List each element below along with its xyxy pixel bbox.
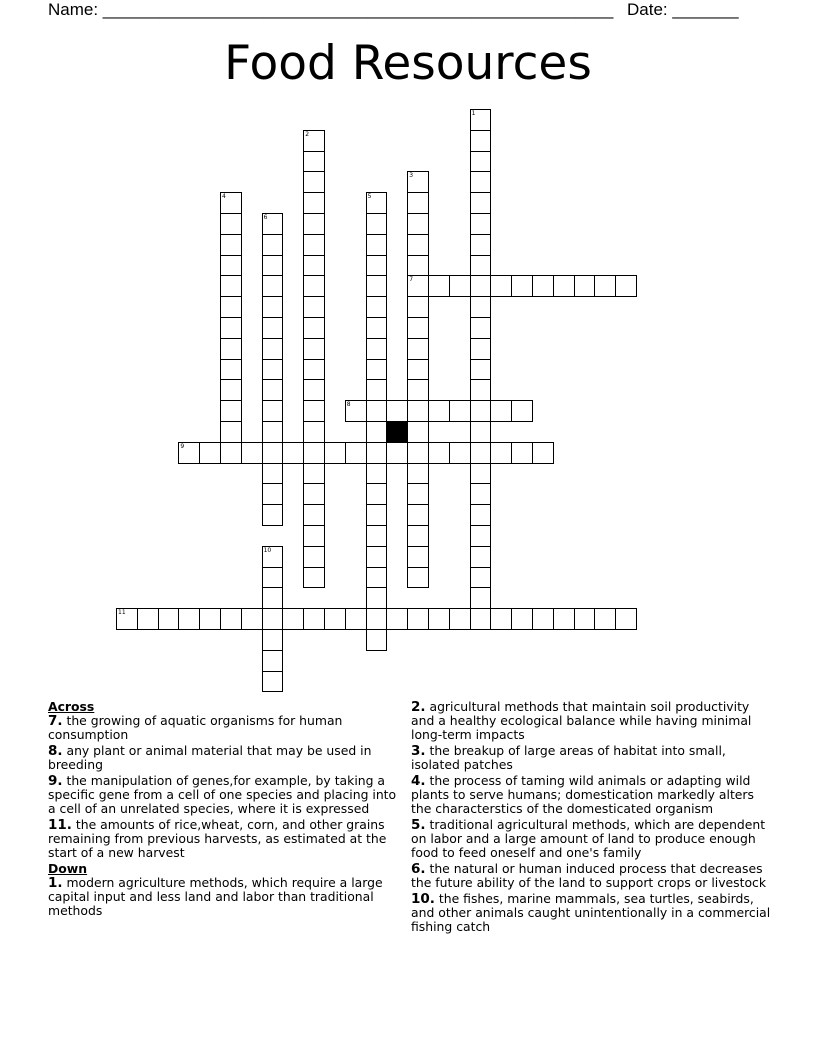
crossword-cell[interactable] <box>220 442 242 464</box>
clues-left-column <box>48 700 398 920</box>
crossword-cell[interactable] <box>262 671 284 693</box>
across-heading: Across <box>48 699 95 714</box>
clue-item <box>48 714 398 742</box>
crossword-cell[interactable] <box>262 400 284 422</box>
clue-item <box>48 818 398 860</box>
crossword-cell[interactable] <box>366 421 388 443</box>
crossword-cell[interactable] <box>386 442 408 464</box>
crossword-cell[interactable] <box>303 275 325 297</box>
name-field[interactable]: Name: ______________________________________________________ <box>48 0 614 19</box>
crossword-cell[interactable] <box>407 504 429 526</box>
crossword-cell[interactable] <box>470 192 492 214</box>
crossword-cell[interactable] <box>324 608 346 630</box>
crossword-cell[interactable] <box>470 587 492 609</box>
crossword-cell[interactable] <box>470 130 492 152</box>
crossword-cell[interactable] <box>345 608 367 630</box>
crossword-cell[interactable] <box>470 234 492 256</box>
crossword-cell[interactable] <box>366 504 388 526</box>
crossword-cell[interactable] <box>470 525 492 547</box>
crossword-cell[interactable] <box>532 275 554 297</box>
crossword-cell[interactable] <box>220 338 242 360</box>
crossword-cell[interactable] <box>449 608 471 630</box>
crossword-cell[interactable] <box>220 275 242 297</box>
crossword-cell[interactable] <box>470 109 492 131</box>
crossword-cell[interactable] <box>262 234 284 256</box>
clue-item <box>411 700 771 742</box>
crossword-cell[interactable] <box>470 504 492 526</box>
crossword-cell[interactable] <box>366 338 388 360</box>
crossword-cell[interactable] <box>553 608 575 630</box>
crossword-cell[interactable] <box>303 546 325 568</box>
crossword-cell[interactable] <box>511 275 533 297</box>
crossword-cell[interactable] <box>220 317 242 339</box>
crossword-cell[interactable] <box>345 400 367 422</box>
crossword-cell[interactable] <box>407 359 429 381</box>
clue-text: the breakup of large areas of habitat into small, isolated patches <box>411 743 726 772</box>
crossword-cell[interactable] <box>303 400 325 422</box>
clue-number: 10. <box>411 891 435 907</box>
crossword-cell[interactable] <box>303 421 325 443</box>
clue-number: 1. <box>48 875 63 891</box>
crossword-cell[interactable] <box>262 629 284 651</box>
crossword-cell[interactable] <box>470 338 492 360</box>
clue-item <box>48 774 398 816</box>
clue-text: the amounts of rice,wheat, corn, and other grains remaining from previous harvests, as estimated at the start of a new harvest <box>48 817 387 860</box>
crossword-cell[interactable] <box>407 546 429 568</box>
clue-number: 8. <box>48 743 63 759</box>
clue-text: the natural or human induced process that decreases the future ability of the land to support crops or livestock <box>411 861 767 890</box>
crossword-cell[interactable] <box>386 400 408 422</box>
crossword-cell[interactable] <box>407 483 429 505</box>
crossword-cell[interactable] <box>303 504 325 526</box>
clue-number-label: 4 <box>222 193 226 201</box>
crossword-cell[interactable] <box>470 359 492 381</box>
crossword-cell[interactable] <box>470 171 492 193</box>
crossword-cell[interactable] <box>262 255 284 277</box>
crossword-cell[interactable] <box>366 587 388 609</box>
crossword-cell[interactable] <box>366 255 388 277</box>
crossword-cell[interactable] <box>262 275 284 297</box>
crossword-cell[interactable] <box>407 213 429 235</box>
crossword-cell[interactable] <box>199 442 221 464</box>
crossword-cell[interactable] <box>303 359 325 381</box>
clue-item <box>48 876 398 918</box>
crossword-cell[interactable] <box>366 192 388 214</box>
crossword-cell[interactable] <box>262 587 284 609</box>
crossword-cell[interactable] <box>470 483 492 505</box>
crossword-cell[interactable] <box>366 379 388 401</box>
crossword-cell[interactable] <box>407 400 429 422</box>
crossword-cell[interactable] <box>511 442 533 464</box>
crossword-cell[interactable] <box>470 608 492 630</box>
crossword-cell[interactable] <box>366 213 388 235</box>
crossword-cell[interactable] <box>282 608 304 630</box>
crossword-cell[interactable] <box>220 296 242 318</box>
clue-number-label: 10 <box>263 546 272 554</box>
black-square <box>386 421 408 443</box>
crossword-cell[interactable] <box>262 463 284 485</box>
crossword-cell[interactable] <box>262 213 284 235</box>
crossword-cell[interactable] <box>303 192 325 214</box>
crossword-cell[interactable] <box>262 567 284 589</box>
crossword-cell[interactable] <box>428 275 450 297</box>
crossword-cell[interactable] <box>303 338 325 360</box>
crossword-cell[interactable] <box>594 275 616 297</box>
crossword-cell[interactable] <box>303 463 325 485</box>
crossword-cell[interactable] <box>532 608 554 630</box>
crossword-cell[interactable] <box>303 255 325 277</box>
crossword-cell[interactable] <box>470 400 492 422</box>
crossword-cell[interactable] <box>407 379 429 401</box>
crossword-cell[interactable] <box>116 608 138 630</box>
crossword-cell[interactable] <box>366 317 388 339</box>
clue-text: traditional agricultural methods, which are dependent on labor and a large amount of land to produce enough food to feed oneself and one's family <box>411 817 766 860</box>
crossword-cell[interactable] <box>594 608 616 630</box>
crossword-cell[interactable] <box>407 421 429 443</box>
crossword-cell[interactable] <box>303 567 325 589</box>
crossword-cell[interactable] <box>262 608 284 630</box>
clue-text: the growing of aquatic organisms for human consumption <box>48 713 343 742</box>
crossword-cell[interactable] <box>407 338 429 360</box>
crossword-cell[interactable] <box>470 546 492 568</box>
crossword-cell[interactable] <box>262 650 284 672</box>
crossword-cell[interactable] <box>220 608 242 630</box>
crossword-cell[interactable] <box>615 275 637 297</box>
crossword-cell[interactable] <box>366 546 388 568</box>
crossword-cell[interactable] <box>490 442 512 464</box>
clue-number: 5. <box>411 817 426 833</box>
clue-number-label: 11 <box>118 609 126 617</box>
clue-number-label: 8 <box>346 401 351 409</box>
crossword-cell[interactable] <box>532 442 554 464</box>
crossword-cell[interactable] <box>262 338 284 360</box>
crossword-cell[interactable] <box>407 525 429 547</box>
clue-text: any plant or animal material that may be used in breeding <box>48 743 372 772</box>
clue-number: 3. <box>411 743 426 759</box>
crossword-cell[interactable] <box>345 442 367 464</box>
crossword-cell[interactable] <box>303 442 325 464</box>
crossword-cell[interactable] <box>470 567 492 589</box>
crossword-cell[interactable] <box>262 483 284 505</box>
crossword-cell[interactable] <box>303 234 325 256</box>
clue-number: 4. <box>411 773 426 789</box>
crossword-cell[interactable] <box>511 400 533 422</box>
clue-item <box>411 862 771 890</box>
clue-number-label: 6 <box>263 214 268 221</box>
crossword-cell[interactable] <box>366 275 388 297</box>
clue-item <box>411 774 771 816</box>
crossword-cell[interactable] <box>470 379 492 401</box>
crossword-cell[interactable] <box>262 504 284 526</box>
clue-item <box>411 744 771 772</box>
crossword-cell[interactable] <box>303 317 325 339</box>
clue-number: 11. <box>48 817 72 833</box>
crossword-cell[interactable] <box>158 608 180 630</box>
crossword-cell[interactable] <box>449 400 471 422</box>
clues-right-column <box>411 700 771 936</box>
clue-text: the fishes, marine mammals, sea turtles, seabirds, and other animals caught unintentionally in a commercial fishing catch <box>411 891 771 934</box>
crossword-cell[interactable] <box>303 608 325 630</box>
crossword-cell[interactable] <box>303 379 325 401</box>
clue-number-label: 2 <box>305 130 310 138</box>
crossword-cell[interactable] <box>220 359 242 381</box>
crossword-cell[interactable] <box>428 608 450 630</box>
crossword-cell[interactable] <box>574 608 596 630</box>
clue-number-label: 5 <box>367 193 372 201</box>
page-title: Food Resources <box>224 36 592 91</box>
crossword-cell[interactable] <box>178 608 200 630</box>
clue-number-label: 3 <box>409 172 414 180</box>
crossword-cell[interactable] <box>574 275 596 297</box>
clue-item <box>411 818 771 860</box>
clue-text: the manipulation of genes,for example, by taking a specific gene from a cell of one species and placing into a cell of an unrelated species, where it is expressed <box>48 773 397 816</box>
crossword-cell[interactable] <box>470 151 492 173</box>
clue-item <box>411 892 771 934</box>
crossword-cell[interactable] <box>407 442 429 464</box>
crossword-cell[interactable] <box>407 296 429 318</box>
crossword-cell[interactable] <box>407 171 429 193</box>
crossword-cell[interactable] <box>407 234 429 256</box>
crossword-cell[interactable] <box>303 171 325 193</box>
crossword-cell[interactable] <box>407 317 429 339</box>
crossword-cell[interactable] <box>220 234 242 256</box>
crossword-cell[interactable] <box>470 317 492 339</box>
crossword-cell[interactable] <box>470 255 492 277</box>
down-clue-list-continued <box>411 700 771 934</box>
crossword-cell[interactable] <box>490 275 512 297</box>
crossword-cell[interactable] <box>407 192 429 214</box>
crossword-cell[interactable] <box>470 213 492 235</box>
crossword-cell[interactable] <box>220 192 242 214</box>
clue-number-label: 1 <box>471 110 476 117</box>
clue-text: modern agriculture methods, which require a large capital input and less land and labor than traditional methods <box>48 875 383 918</box>
crossword-cell[interactable] <box>428 442 450 464</box>
crossword-cell[interactable] <box>303 130 325 152</box>
crossword-cell[interactable] <box>199 608 221 630</box>
crossword-cell[interactable] <box>178 442 200 464</box>
crossword-cell[interactable] <box>407 567 429 589</box>
clue-number: 6. <box>411 861 426 877</box>
crossword-cell[interactable] <box>407 608 429 630</box>
crossword-cell[interactable] <box>262 546 284 568</box>
crossword-cell[interactable] <box>553 275 575 297</box>
crossword-cell[interactable] <box>366 608 388 630</box>
crossword-cell[interactable] <box>470 442 492 464</box>
crossword-cell[interactable] <box>470 421 492 443</box>
crossword-cell[interactable] <box>615 608 637 630</box>
clue-number-label: 7 <box>409 276 414 284</box>
crossword-cell[interactable] <box>303 213 325 235</box>
crossword-cell[interactable] <box>303 483 325 505</box>
crossword-cell[interactable] <box>262 379 284 401</box>
clue-text: agricultural methods that maintain soil productivity and a healthy ecological balance while having minimal long-term impacts <box>411 699 752 742</box>
crossword-cell[interactable] <box>220 400 242 422</box>
crossword-cell[interactable] <box>366 359 388 381</box>
crossword-cell[interactable] <box>449 442 471 464</box>
clue-number: 9. <box>48 773 63 789</box>
crossword-cell[interactable] <box>262 442 284 464</box>
crossword-cell[interactable] <box>303 151 325 173</box>
crossword-cell[interactable] <box>470 296 492 318</box>
crossword-cell[interactable] <box>490 400 512 422</box>
crossword-cell[interactable] <box>366 629 388 651</box>
crossword-cell[interactable] <box>511 608 533 630</box>
crossword-cell[interactable] <box>220 255 242 277</box>
crossword-cell[interactable] <box>470 275 492 297</box>
crossword-cell[interactable] <box>220 421 242 443</box>
clue-text: the process of taming wild animals or adapting wild plants to serve humans; domestication markedly alters the characterstics of the domesticated organism <box>411 773 754 816</box>
crossword-cell[interactable] <box>407 463 429 485</box>
crossword-cell[interactable] <box>241 442 263 464</box>
crossword-cell[interactable] <box>366 400 388 422</box>
crossword-cell[interactable] <box>262 359 284 381</box>
down-heading: Down <box>48 861 88 876</box>
crossword-cell[interactable] <box>366 234 388 256</box>
crossword-cell[interactable] <box>241 608 263 630</box>
crossword-cell[interactable] <box>303 525 325 547</box>
crossword-cell[interactable] <box>428 400 450 422</box>
clue-item <box>48 744 398 772</box>
crossword-cell[interactable] <box>220 213 242 235</box>
crossword-cell[interactable] <box>366 442 388 464</box>
crossword-cell[interactable] <box>262 296 284 318</box>
crossword-cell[interactable] <box>366 483 388 505</box>
crossword-cell[interactable] <box>449 275 471 297</box>
crossword-cell[interactable] <box>366 296 388 318</box>
crossword-cell[interactable] <box>282 442 304 464</box>
crossword-cell[interactable] <box>366 525 388 547</box>
clue-number-label: 9 <box>180 442 185 450</box>
crossword-cell[interactable] <box>262 421 284 443</box>
crossword-cell[interactable] <box>366 567 388 589</box>
crossword-cell[interactable] <box>470 463 492 485</box>
crossword-cell[interactable] <box>262 317 284 339</box>
crossword-cell[interactable] <box>490 608 512 630</box>
crossword-cell[interactable] <box>386 608 408 630</box>
crossword-cell[interactable] <box>220 379 242 401</box>
down-clue-list <box>48 876 398 918</box>
crossword-cell[interactable] <box>407 275 429 297</box>
date-field[interactable]: Date: _______ <box>627 0 739 19</box>
crossword-cell[interactable] <box>324 442 346 464</box>
clue-number: 7. <box>48 713 63 729</box>
crossword-cell[interactable] <box>303 296 325 318</box>
crossword-cell[interactable] <box>366 463 388 485</box>
across-clue-list <box>48 714 398 860</box>
crossword-cell[interactable] <box>137 608 159 630</box>
clue-number: 2. <box>411 699 426 715</box>
crossword-cell[interactable] <box>407 255 429 277</box>
